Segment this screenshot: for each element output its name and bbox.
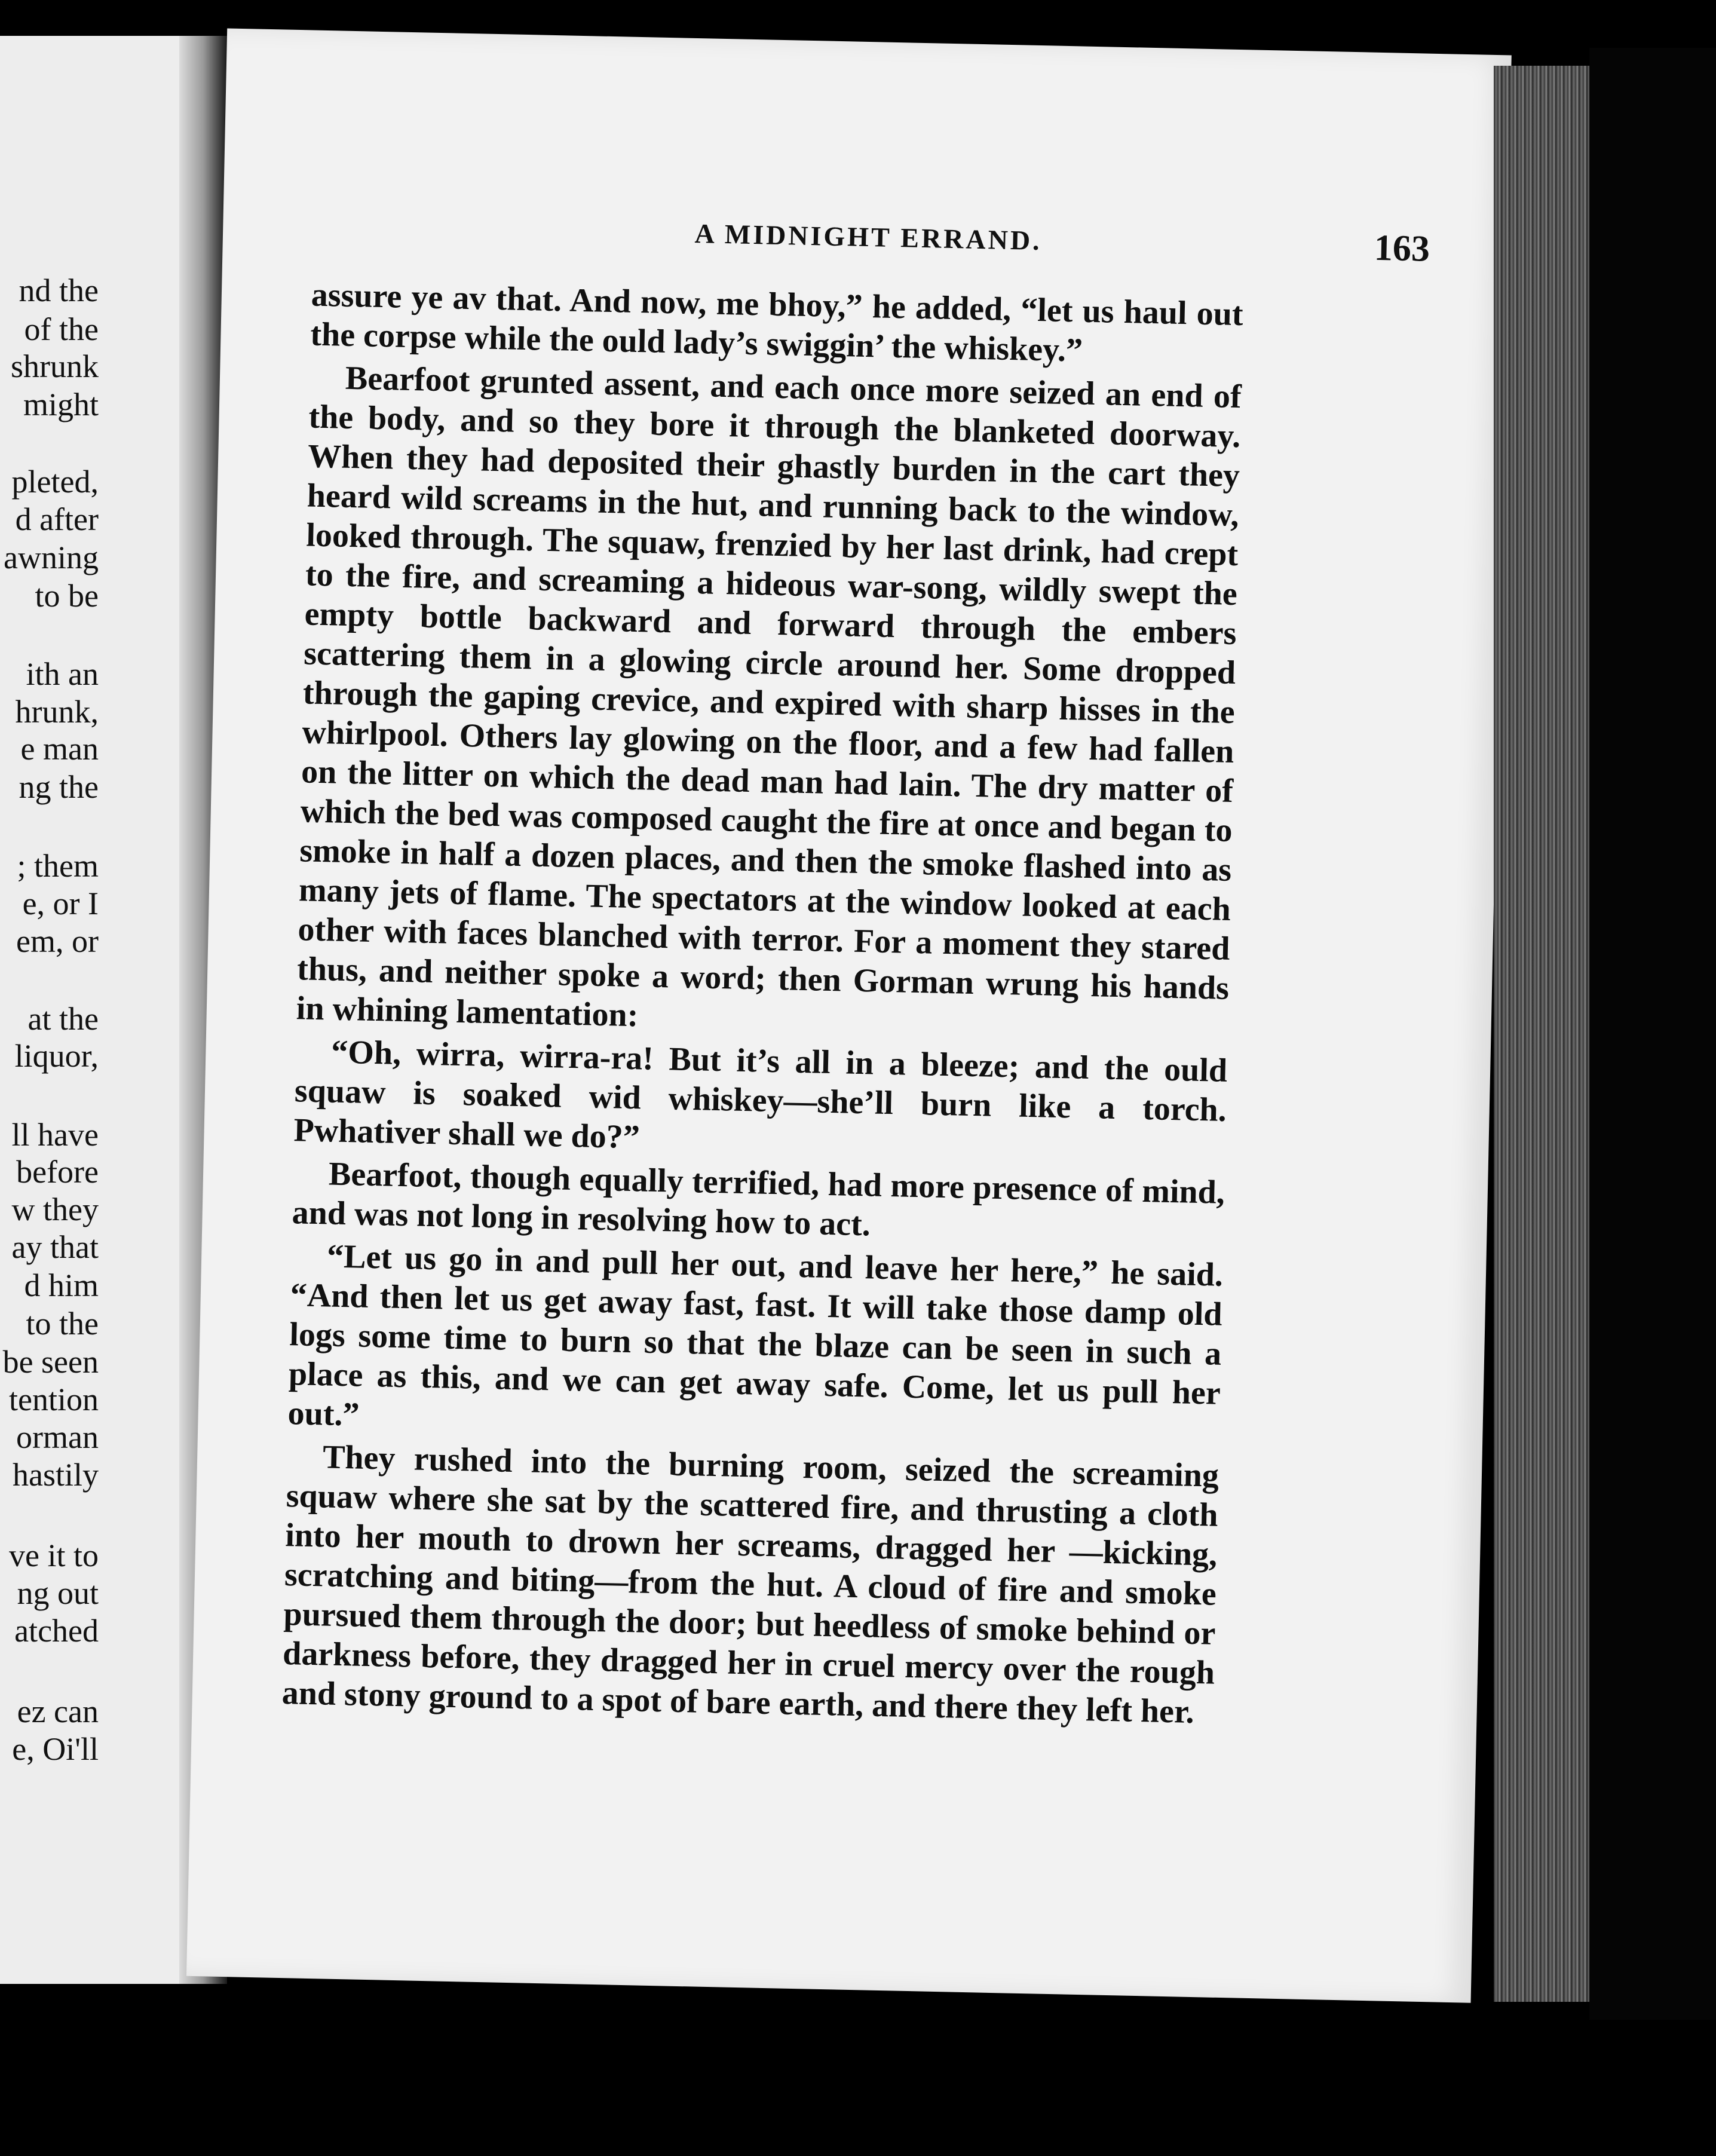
previous-page-line: to the xyxy=(26,1306,99,1342)
paragraph: “Let us go in and pull her out, and leave her here,” he said. “And then let us get away fast, fast. It will take those damp old logs some time to burn so that the blaze can be seen in such a place as this, and we can get away safe. Come, let us pull her out.” xyxy=(287,1238,1224,1434)
previous-page-line: nd the xyxy=(19,272,99,308)
previous-page-line: atched xyxy=(14,1613,99,1649)
previous-page-line: tention xyxy=(9,1382,99,1417)
previous-page-line: hastily xyxy=(13,1457,99,1493)
previous-page-line: e man xyxy=(20,731,99,767)
previous-page-line: ve it to xyxy=(9,1538,99,1573)
previous-page-line: ay that xyxy=(11,1229,99,1265)
background-edge xyxy=(1589,48,1716,2020)
book-page xyxy=(186,28,1512,2002)
paragraph: Bearfoot, though equally terrified, had more presence of mind, and was not long in resolving how to act. xyxy=(292,1155,1225,1244)
page-edges xyxy=(1494,66,1589,2002)
previous-page-line: to be xyxy=(35,578,99,614)
previous-page-line: ez can xyxy=(17,1693,99,1729)
previous-page-line: pleted, xyxy=(11,464,99,500)
previous-page-line: e, or I xyxy=(22,886,99,921)
paragraph: assure ye av that. And now, me bhoy,” he added, “let us haul out the corpse while the ould lady’s swiggin’ the whiskey.” xyxy=(310,276,1244,369)
running-head: A MIDNIGHT ERRAND. xyxy=(694,218,1043,256)
previous-page-line: e, Oi'll xyxy=(12,1731,99,1767)
previous-page-line: d after xyxy=(15,501,99,537)
previous-page-line: ng the xyxy=(19,769,99,805)
previous-page-line: of the xyxy=(24,311,99,347)
previous-page-line: shrunk xyxy=(11,348,99,384)
previous-page-line: hrunk, xyxy=(15,694,99,730)
page-number: 163 xyxy=(1374,227,1430,270)
previous-page-line: em, or xyxy=(16,923,99,959)
previous-page-line: ng out xyxy=(17,1575,99,1611)
paragraph: They rushed into the burning room, seized the screaming squaw where she sat by the scattered fire, and thrusting a cloth into her mouth to drown her screams, dragged her —kicking, scratching and biting—from the hut. A cloud of fire and smoke pursued them through the door; but heedless of smoke behind or darkness before, they dragged her in cruel mercy over the rough and stony ground to a spot of bare earth, and there they left her. xyxy=(281,1438,1219,1731)
previous-page-line: before xyxy=(16,1154,99,1190)
previous-page-line: w they xyxy=(11,1192,99,1227)
previous-page-line: at the xyxy=(27,1001,99,1037)
previous-page-line: awning xyxy=(4,540,99,575)
previous-page-line: d him xyxy=(24,1267,99,1303)
previous-page-fragment xyxy=(0,36,197,1984)
paragraph: “Oh, wirra, wirra-ra! But it’s all in a bleeze; and the ould squaw is soaked wid whiskey—she’ll burn like a torch. Pwhativer shall we do?” xyxy=(293,1033,1228,1156)
page-header xyxy=(306,209,1430,280)
paragraph: Bearfoot grunted assent, and each once more seized an end of the body, and so they bore it through the blanketed doorway. When they had deposited their ghastly burden in the cart they heard wild screams in the hut, and running back to the window, looked through. The squaw, frenzied by her last drink, had crept to the fire, and screaming a hideous war-song, wildly swept the empty bottle backward and forward through the embers scattering them in a glowing circle around her. Some dropped through the gaping crevice, and expired with sharp hisses in the whirlpool. Others lay glowing on the floor, and a few had fallen on the litter on which the dead man had lain. The dry matter of which the bed was composed caught the fire at once and began to smoke in half a dozen places, and then the smoke flashed into as many jets of flame. The spectators at the window looked at each other with faces blanched with terror. For a moment they stared thus, and neither spoke a word; then Gorman wrung his hands in whining lamentation: xyxy=(296,359,1242,1034)
previous-page-line: orman xyxy=(16,1419,99,1455)
previous-page-line: ; them xyxy=(17,848,99,884)
previous-page-line: liquor, xyxy=(14,1038,99,1074)
previous-page-line: ith an xyxy=(26,656,99,692)
previous-page-line: be seen xyxy=(2,1344,99,1380)
previous-page-line: might xyxy=(23,387,99,422)
previous-page-line: ll have xyxy=(11,1117,99,1153)
page-body xyxy=(281,275,1243,1736)
